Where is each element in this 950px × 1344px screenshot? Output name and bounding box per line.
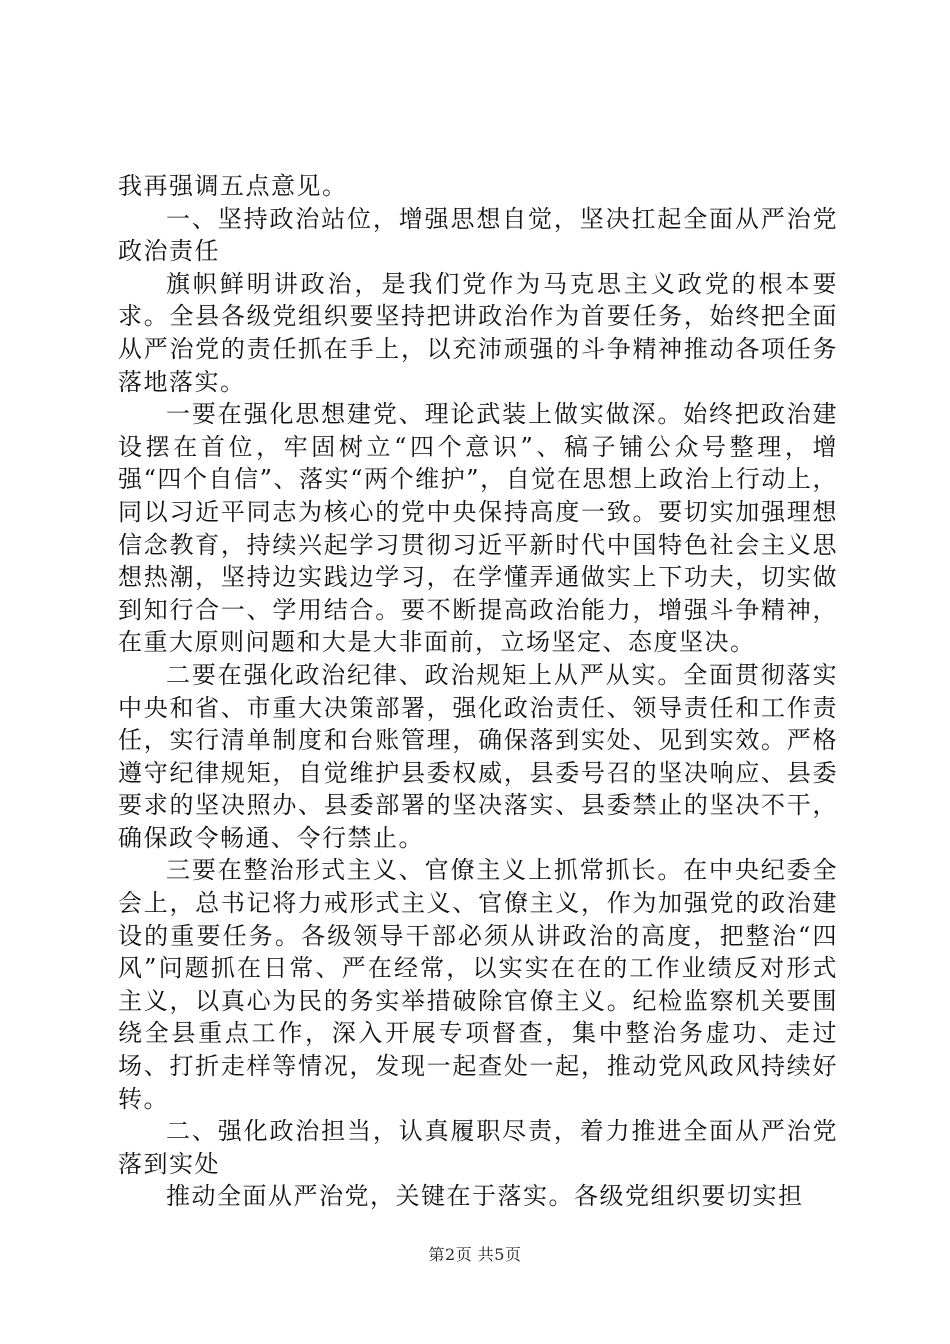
paragraph: 旗帜鲜明讲政治，是我们党作为马克思主义政党的根本要求。全县各级党组织要坚持把讲政治作为首要任务，始终把全面从严治党的责任抓在手上，以充沛顽强的斗争精神推动各项任务落地落实。 — [118, 269, 838, 396]
paragraph: 推动全面从严治党，关键在于落实。各级党组织要切实担 — [166, 1182, 804, 1211]
section-heading-2: 二、强化政治担当，认真履职尽责，着力推进全面从严治党落到实处 — [118, 1117, 838, 1178]
document-body — [118, 170, 838, 1213]
page-number-footer: 第2页 共5页 — [428, 1245, 522, 1264]
paragraph-intro: 我再强调五点意见。 — [118, 172, 348, 200]
paragraph: 三要在整治形式主义、官僚主义上抓常抓长。在中央纪委全会上，总书记将力戒形式主义、官僚主义，作为加强党的政治建设的重要任务。各级领导干部必须从讲政治的高度，把整治“四风”问题抓在日常、严在经常，以实实在在的工作业绩反对形式主义，以真心为民的务实举措破除官僚主义。纪检监察机关要围绕全县重点工作，深入开展专项督查，集中整治务虚功、走过场、打折走样等情况，发现一起查处一起，推动党风政风持续好转。 — [118, 856, 838, 1113]
paragraph: 一要在强化思想建党、理论武装上做实做深。始终把政治建设摆在首位，牢固树立“四个意识”、稿子铺公众号整理，增强“四个自信”、落实“两个维护”，自觉在思想上政治上行动上，同以习近平同志为核心的党中央保持高度一致。要切实加强理想信念教育，持续兴起学习贯彻习近平新时代中国特色社会主义思想热潮，坚持边实践边学习，在学懂弄通做实上下功夫，切实做到知行合一、学用结合。要不断提高政治能力，增强斗争精神，在重大原则问题和大是大非面前，立场坚定、态度坚决。 — [118, 400, 838, 657]
section-heading-1: 一、坚持政治站位，增强思想自觉，坚决扛起全面从严治党政治责任 — [118, 204, 838, 266]
paragraph: 二要在强化政治纪律、政治规矩上从严从实。全面贯彻落实中央和省、市重大决策部署，强化政治责任、领导责任和工作责任，实行清单制度和台账管理，确保落到实处、见到实效。严格遵守纪律规矩，自觉维护县委权威，县委号召的坚决响应、县委要求的坚决照办、县委部署的坚决落实、县委禁止的坚决不干，确保政令畅通、令行禁止。 — [118, 660, 838, 852]
